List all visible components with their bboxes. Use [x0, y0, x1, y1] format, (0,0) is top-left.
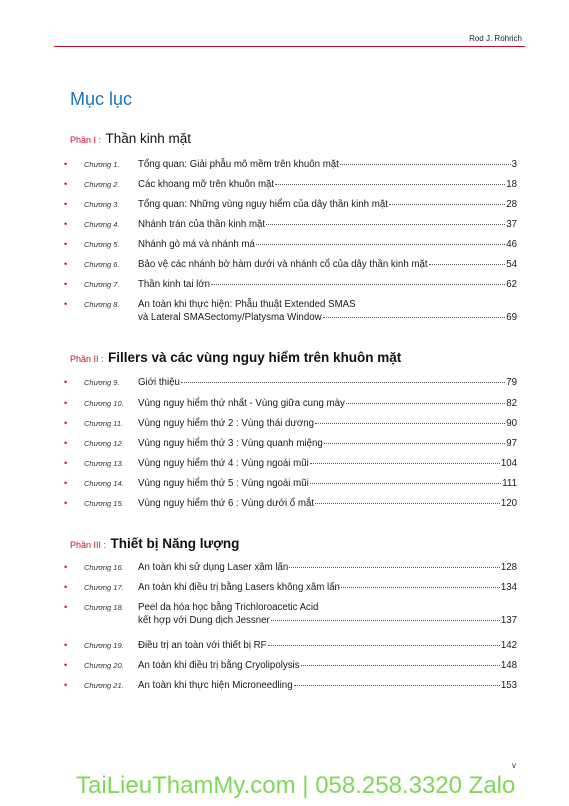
- entry-title: Nhánh trán của thần kinh mặt: [138, 219, 266, 230]
- dot-leader: [310, 462, 500, 464]
- toc-entry[interactable]: [64, 659, 517, 672]
- dot-leader: [289, 566, 500, 568]
- entry-line: [138, 581, 517, 594]
- dot-leader: [301, 664, 500, 666]
- header-author: Rod J. Rohrich: [469, 34, 522, 43]
- chapter-number: Chương 16.: [84, 563, 124, 572]
- entry-title: Vùng nguy hiểm thứ 4 : Vùng ngoài mũi: [138, 458, 309, 469]
- bullet-icon: •: [64, 562, 68, 572]
- dot-leader: [275, 183, 505, 185]
- entry-line: [138, 178, 517, 191]
- entry-line: [138, 614, 517, 627]
- bullet-icon: •: [64, 239, 68, 249]
- part-heading: [70, 349, 401, 367]
- entry-line: [138, 298, 517, 311]
- bullet-icon: •: [64, 438, 68, 448]
- chapter-number: Chương 14.: [84, 479, 124, 488]
- page-ref: 69: [506, 312, 517, 323]
- bullet-icon: •: [64, 398, 68, 408]
- bullet-icon: •: [64, 259, 68, 269]
- entry-line: [138, 601, 517, 614]
- entry-title: An toàn khi điều trị bằng Cryolipolysis: [138, 660, 300, 671]
- bullet-icon: •: [64, 199, 68, 209]
- entry-title: An toàn khi thực hiện Microneedling: [138, 680, 293, 691]
- dot-leader: [340, 163, 511, 165]
- part-title: Thần kinh mặt: [105, 131, 192, 146]
- page-ref: 46: [506, 239, 517, 250]
- entry-title: Thần kinh tai lớn: [138, 279, 211, 290]
- dot-leader: [315, 502, 500, 504]
- entry-line: [138, 218, 517, 231]
- entry-title: Vùng nguy hiểm thứ 5 : Vùng ngoài mũi: [138, 478, 309, 489]
- watermark: TaiLieuThamMy.com | 058.258.3320 Zalo: [76, 772, 516, 799]
- page-ref: 134: [500, 582, 517, 593]
- chapter-number: Chương 15.: [84, 499, 124, 508]
- toc-entry[interactable]: [64, 679, 517, 692]
- entry-line: [138, 437, 517, 450]
- part-title: Thiết bị Năng lượng: [110, 536, 240, 551]
- dot-leader: [315, 422, 505, 424]
- chapter-number: Chương 17.: [84, 583, 124, 592]
- toc-entry[interactable]: [64, 639, 517, 652]
- toc-entry[interactable]: [64, 178, 517, 191]
- entry-line: [138, 679, 517, 692]
- chapter-number: Chương 20.: [84, 661, 124, 670]
- page-ref: 111: [502, 478, 517, 489]
- toc-entry[interactable]: [64, 457, 517, 470]
- toc-entry[interactable]: [64, 218, 517, 231]
- entry-line: [138, 561, 517, 574]
- dot-leader: [389, 203, 505, 205]
- chapter-number: Chương 2.: [84, 180, 120, 189]
- bullet-icon: •: [64, 640, 68, 650]
- toc-entry[interactable]: [64, 198, 517, 211]
- toc-entry[interactable]: [64, 376, 517, 389]
- dot-leader: [256, 243, 505, 245]
- bullet-icon: •: [64, 299, 68, 309]
- toc-entry[interactable]: [64, 581, 517, 594]
- chapter-number: Chương 18.: [84, 603, 124, 612]
- toc-entry[interactable]: [64, 298, 517, 324]
- page-ref: 97: [506, 438, 517, 449]
- chapter-number: Chương 4.: [84, 220, 120, 229]
- toc-entry[interactable]: [64, 437, 517, 450]
- page-ref: 148: [500, 660, 517, 671]
- dot-leader: [346, 402, 505, 404]
- chapter-number: Chương 13.: [84, 459, 124, 468]
- chapter-number: Chương 6.: [84, 260, 120, 269]
- entry-line: [138, 417, 517, 430]
- entry-title: Các khoang mỡ trên khuôn mặt: [138, 179, 275, 190]
- entry-title: Bảo vệ các nhánh bờ hàm dưới và nhánh cổ của dây thần kinh mặt: [138, 259, 428, 270]
- entry-line: [138, 497, 517, 510]
- toc-entry[interactable]: [64, 561, 517, 574]
- entry-line: [138, 376, 517, 389]
- chapter-number: Chương 5.: [84, 240, 120, 249]
- entry-line: [138, 457, 517, 470]
- chapter-number: Chương 7.: [84, 280, 120, 289]
- bullet-icon: •: [64, 660, 68, 670]
- page-ref: 54: [506, 259, 517, 270]
- bullet-icon: •: [64, 602, 68, 612]
- entry-line: [138, 158, 517, 171]
- entry-title: Vùng nguy hiểm thứ 2 : Vùng thái dương: [138, 418, 315, 429]
- page-ref: 104: [500, 458, 517, 469]
- entry-line: [138, 659, 517, 672]
- chapter-number: Chương 11.: [84, 419, 124, 428]
- chapter-number: Chương 12.: [84, 439, 124, 448]
- page-ref: 142: [500, 640, 517, 651]
- dot-leader: [268, 644, 500, 646]
- part-title: Fillers và các vùng nguy hiểm trên khuôn mặt: [107, 350, 402, 365]
- page-ref: 120: [500, 498, 517, 509]
- toc-entry[interactable]: [64, 158, 517, 171]
- chapter-number: Chương 1.: [84, 160, 120, 169]
- entry-title: An toàn khi thực hiện: Phẫu thuật Extended SMAS: [138, 299, 356, 310]
- page-ref: 28: [506, 199, 517, 210]
- toc-title: Mục lục: [70, 89, 133, 109]
- header-rule: [54, 46, 525, 47]
- entry-title: kết hợp với Dung dịch Jessner: [138, 615, 270, 626]
- part-label: Phần III :: [70, 540, 107, 550]
- toc-entry[interactable]: [64, 258, 517, 271]
- page-ref: 128: [500, 562, 517, 573]
- page-ref: 90: [506, 418, 517, 429]
- entry-title: Giới thiệu: [138, 377, 180, 388]
- entry-title: An toàn khi sử dụng Laser xâm lấn: [138, 562, 289, 573]
- bullet-icon: •: [64, 279, 68, 289]
- part-heading: [70, 535, 239, 553]
- toc-entry[interactable]: [64, 477, 517, 490]
- toc-entry[interactable]: [64, 397, 517, 410]
- entry-line: [138, 311, 517, 324]
- bullet-icon: •: [64, 219, 68, 229]
- entry-line: [138, 639, 517, 652]
- page-ref: 3: [511, 159, 517, 170]
- dot-leader: [181, 381, 505, 383]
- entry-title: An toàn khi điều trị bằng Lasers không xâm lấn: [138, 582, 340, 593]
- toc-entry[interactable]: [64, 417, 517, 430]
- dot-leader: [310, 482, 502, 484]
- dot-leader: [211, 283, 505, 285]
- page-ref: 79: [506, 377, 517, 388]
- entry-line: [138, 397, 517, 410]
- chapter-number: Chương 3.: [84, 200, 120, 209]
- chapter-number: Chương 19.: [84, 641, 124, 650]
- part-heading: [70, 130, 191, 148]
- dot-leader: [271, 619, 500, 621]
- page-number: v: [512, 761, 516, 770]
- entry-title: Vùng nguy hiểm thứ 3 : Vùng quanh miệng: [138, 438, 323, 449]
- dot-leader: [294, 684, 500, 686]
- dot-leader: [341, 586, 500, 588]
- entry-line: [138, 238, 517, 251]
- dot-leader: [324, 442, 505, 444]
- entry-line: [138, 198, 517, 211]
- entry-line: [138, 258, 517, 271]
- toc-entry[interactable]: [64, 601, 517, 627]
- bullet-icon: •: [64, 159, 68, 169]
- bullet-icon: •: [64, 179, 68, 189]
- entry-title: Vùng nguy hiểm thứ 6 : Vùng dưới ổ mắt: [138, 498, 315, 509]
- entry-title: Điều trị an toàn với thiết bị RF: [138, 640, 267, 651]
- chapter-number: Chương 8.: [84, 300, 120, 309]
- chapter-number: Chương 9.: [84, 378, 120, 387]
- entry-title: Nhánh gò má và nhánh má: [138, 239, 255, 250]
- chapter-number: Chương 10.: [84, 399, 124, 408]
- entry-title: và Lateral SMASectomy/Platysma Window: [138, 312, 322, 323]
- dot-leader: [323, 316, 506, 318]
- dot-leader: [429, 263, 506, 265]
- bullet-icon: •: [64, 498, 68, 508]
- entry-title: Tổng quan: Giải phẫu mô mềm trên khuôn mặt: [138, 159, 339, 170]
- page-ref: 137: [500, 615, 517, 626]
- entry-title: Tổng quan: Những vùng nguy hiểm của dây thần kinh mặt: [138, 199, 388, 210]
- entry-line: [138, 477, 517, 490]
- entry-line: [138, 278, 517, 291]
- chapter-number: Chương 21.: [84, 681, 124, 690]
- part-label: Phần I :: [70, 135, 102, 145]
- page-ref: 18: [506, 179, 517, 190]
- part-label: Phần II :: [70, 354, 104, 364]
- bullet-icon: •: [64, 680, 68, 690]
- toc-entry[interactable]: [64, 278, 517, 291]
- bullet-icon: •: [64, 377, 68, 387]
- entry-title: Vùng nguy hiểm thứ nhất - Vùng giữa cung mày: [138, 398, 345, 409]
- toc-entry[interactable]: [64, 238, 517, 251]
- bullet-icon: •: [64, 418, 68, 428]
- page-ref: 82: [506, 398, 517, 409]
- dot-leader: [266, 223, 505, 225]
- page-ref: 62: [506, 279, 517, 290]
- toc-entry[interactable]: [64, 497, 517, 510]
- page-ref: 153: [500, 680, 517, 691]
- bullet-icon: •: [64, 582, 68, 592]
- bullet-icon: •: [64, 478, 68, 488]
- entry-title: Peel da hóa học bằng Trichloroacetic Acid: [138, 602, 319, 613]
- bullet-icon: •: [64, 458, 68, 468]
- page-ref: 37: [506, 219, 517, 230]
